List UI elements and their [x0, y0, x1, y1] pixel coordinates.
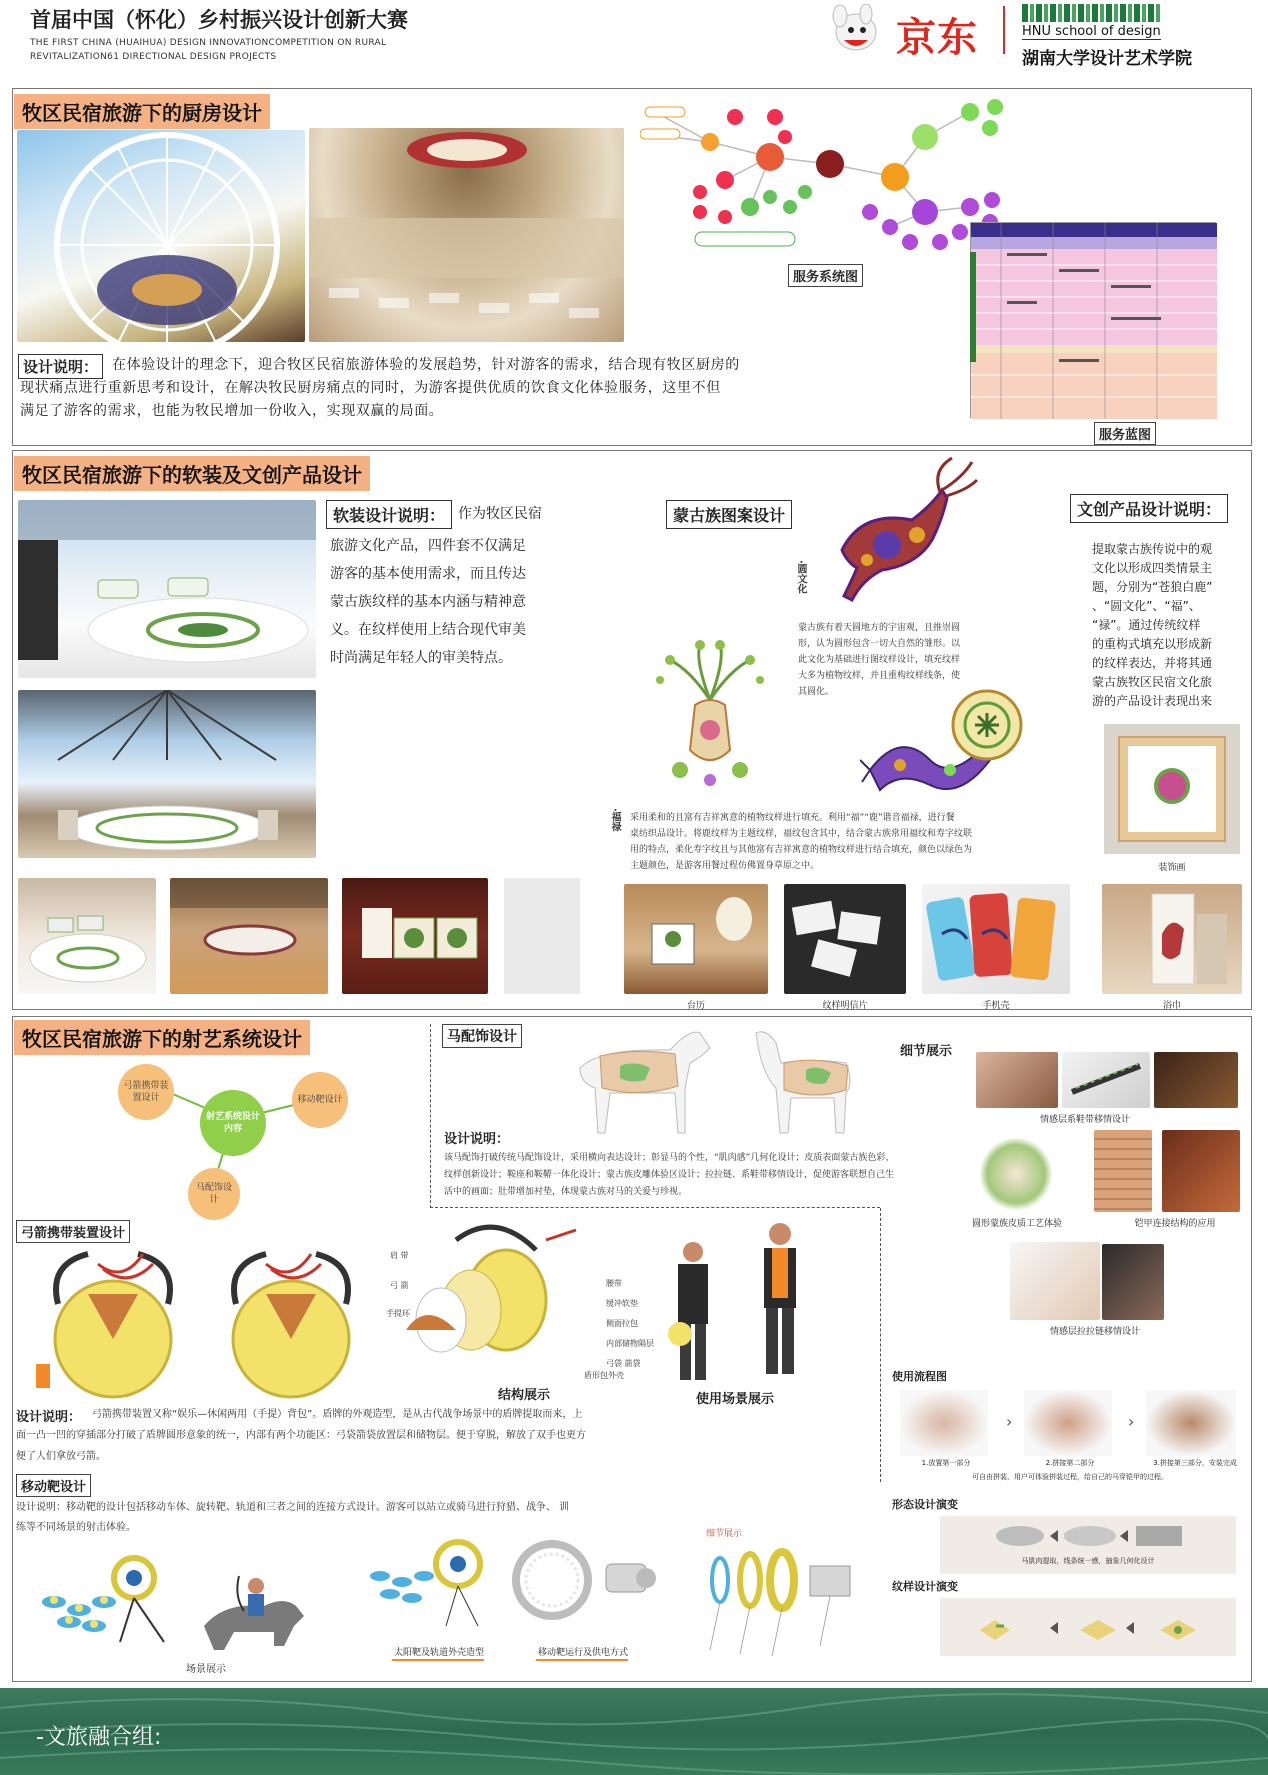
service-blueprint-label: 服务蓝图: [1094, 422, 1156, 445]
annot-bow: 弓 箭: [390, 1281, 409, 1290]
kitchen-section-title: 牧区民宿旅游下的厨房设计: [14, 94, 270, 129]
kitchen-desc-line2: 现状痛点进行重新思考和设计，在解决牧民厨房痛点的同时，为游客提供优质的饮食文化体验服务，这里不但: [20, 380, 721, 396]
usage-flow-label: 使用流程图: [892, 1370, 947, 1383]
horse-with-gear-1: [560, 1018, 720, 1140]
usage-scene-label: 使用场景展示: [696, 1392, 775, 1407]
bow-desc-line2: 面一凸一凹的穿插部分打破了盾牌圆形意象的统一，内部有两个功能区：弓袋箭袋放置层和储物层。便于穿脱，解放了双手也更方: [16, 1430, 586, 1441]
detail-leather-circle: [980, 1136, 1052, 1212]
archery-section-title: 牧区民宿旅游下的射艺系统设计: [14, 1020, 310, 1055]
target-detail-exploded: [700, 1540, 880, 1666]
form-evolution-label: 形态设计演变: [892, 1498, 958, 1511]
blueprint-side-bar-green: [970, 252, 976, 362]
detail-armor-scales: [1094, 1130, 1152, 1212]
frame-motif-icon: [1154, 768, 1190, 804]
annot-waist: 腰带: [606, 1279, 622, 1288]
detail-caption-1: 情感层系鞋带移情设计: [1039, 1115, 1130, 1125]
footer-group-label: -文旅融合组:: [36, 1725, 162, 1750]
horse-desc-line1: 该马配饰打破传统马配饰设计，采用横向表达设计；彰显马的个性，“肌肉感”几何化设计；皮质表面蒙古族色彩、: [444, 1153, 895, 1163]
detail-photo-lacing-1: [976, 1052, 1058, 1108]
target-desc-line2: 练等不同场景的射击体验。: [16, 1522, 136, 1533]
horse-desc-line3: 活中的画面；肚带增加衬垫，体现蒙古族对马的关爱与珍视。: [444, 1187, 688, 1197]
target-caption-1: 太阳靶及轨道外壳造型: [394, 1648, 485, 1658]
bow-carrier-label: 弓箭携带装置设计: [16, 1220, 130, 1243]
bedroom-photo: [18, 500, 316, 678]
target-caption-2: 移动靶运行及供电方式: [538, 1648, 629, 1658]
circle-culture-title: ·圆文化: [795, 560, 806, 594]
annot-side: 侧面拉包: [606, 1319, 638, 1328]
circle-culture-line5: 其圆化。: [798, 687, 835, 697]
flow-step3-caption: 3.拼接第三部分，安装完成: [1153, 1459, 1237, 1467]
bow-carrier-back-1: [28, 1244, 198, 1400]
decorative-frame-photo: [1104, 724, 1240, 854]
bow-desc-line3: 便了人们拿放弓箭。: [16, 1451, 106, 1462]
target-shell-graphic: [362, 1534, 492, 1634]
target-cap2-underline: [536, 1659, 628, 1661]
annot-quiver: 弓袋 箭袋: [606, 1359, 641, 1368]
bow-carrier-exploded-view: [396, 1220, 596, 1380]
kitchen-desc-label: 设计说明：: [18, 354, 103, 379]
annot-handle: 手提环: [386, 1309, 410, 1318]
texture-evolution-strip: [940, 1598, 1236, 1656]
detail-caption-3: 铠甲连接结构的应用: [1134, 1219, 1216, 1229]
page-header: [0, 0, 1268, 80]
cc-line7: 的纹样表达，并将其通: [1092, 656, 1213, 670]
hnu-school-cn: 湖南大学设计艺术学院: [1022, 49, 1192, 69]
hnu-school-name: HNU school of design: [1022, 24, 1161, 39]
archery-center-node: 射艺系统设计内容: [200, 1090, 266, 1156]
service-system-mindmap: [640, 92, 1020, 262]
kitchen-desc-line3: 满足了游客的需求，也能为牧民增加一份收入，实现双赢的局面。: [20, 403, 444, 419]
target-scene-graphic: [34, 1546, 344, 1662]
target-scene-caption: 场景展示: [186, 1664, 226, 1675]
cc-line1: 提取蒙古族传说中的观: [1092, 542, 1213, 556]
annot-shell: 盾形包外壳: [584, 1371, 624, 1380]
soft-desc-line3: 游客的基本使用需求，而且传达: [330, 566, 526, 582]
page-title: 首届中国（怀化）乡村振兴设计创新大赛: [30, 8, 408, 32]
archery-node-horse: 马配饰设计: [188, 1168, 240, 1220]
frame-caption: 装饰画: [1158, 863, 1186, 873]
cc-line3: 题，分别为“苍狼白鹿”: [1092, 580, 1213, 594]
fulu-line2: 桌纺织品设计。将鹿纹样为主题纹样，福纹包含其中，结合蒙古族常用福纹和寿字纹联: [630, 829, 973, 839]
yurt-interior-photo: [309, 128, 624, 342]
detail-caption-2: 圆形蒙族皮质工艺体验: [971, 1219, 1062, 1229]
detail-photo-lacing-3: [1154, 1052, 1238, 1108]
bath-towel-photo: [1102, 884, 1242, 994]
pillows-sofa-photo: [342, 878, 488, 994]
cc-line2: 文化以形成四类情景主: [1092, 561, 1213, 575]
cc-line6: 的重构式填充以形成新: [1092, 637, 1213, 651]
flow-arrow-1: ›: [1006, 1412, 1013, 1431]
service-blueprint-table: [970, 222, 1216, 418]
jd-mascot-icon: [826, 4, 884, 56]
form-evolution-caption: 马肌肉提取，线条统一感，抽象几何化设计: [1021, 1557, 1155, 1565]
softdeco-section-title: 牧区民宿旅游下的软装及文创产品设计: [14, 456, 370, 491]
fulu-title: ·福禄: [609, 808, 620, 832]
detail-armor-photo: [1162, 1130, 1240, 1212]
round-bed-photo-2: [170, 878, 328, 994]
target-cap1-underline: [392, 1659, 484, 1661]
flow-step2-photo: [1024, 1390, 1112, 1456]
horse-gear-label: 马配饰设计: [442, 1024, 522, 1048]
green-deer-motif: [640, 640, 780, 790]
circle-culture-line4: 大多为植物纹样，并且重构纹样线条，使: [798, 671, 961, 681]
soft-desc-line5: 义。在纹样使用上结合现代审美: [330, 622, 526, 638]
yurt-skylight-photo: [17, 130, 305, 342]
postcard-photo: [784, 884, 906, 994]
detail-zipper-1: [1010, 1242, 1100, 1320]
soft-desc-label: 软装设计说明：: [326, 500, 452, 529]
footer-band: [0, 1688, 1268, 1775]
horse-with-gear-2: [736, 1018, 866, 1140]
detail-photo-lacing-2: [1062, 1052, 1150, 1108]
structure-label: 结构展示: [498, 1388, 551, 1403]
soft-desc-line2: 旅游文化产品，四件套不仅满足: [330, 538, 526, 554]
circle-culture-line2: 形，认为圆形包含一切大自然的雏形。以: [798, 639, 961, 649]
flow-step1-photo: [900, 1390, 988, 1456]
pattern-design-label: 蒙古族图案设计: [666, 500, 792, 529]
scene-person-2: [750, 1218, 810, 1378]
flow-step2-caption: 2.拼接第二部分: [1045, 1459, 1095, 1467]
page-subtitle-2: REVITALIZATION61 DIRECTIONAL DESIGN PROJECTS: [30, 52, 277, 62]
round-bed-photo-1: [18, 878, 156, 994]
calendar-caption: 台历: [686, 1001, 705, 1011]
jd-logo-text: 京东: [896, 15, 978, 61]
cc-line4: 、“圆文化”、“福”、: [1092, 599, 1201, 613]
fulu-line4: 主题颜色，是游客用餐过程仿佛置身草原之中。: [630, 861, 820, 871]
cc-line8: 蒙古族牧区民宿文化旅: [1092, 675, 1213, 689]
annot-buffer: 缓冲软垫: [606, 1299, 638, 1308]
page-subtitle-1: THE FIRST CHINA (HUAIHUA) DESIGN INNOVATIONCOMPETITION ON RURAL: [30, 38, 387, 48]
archery-node-target: 移动靶设计: [292, 1072, 348, 1128]
hnu-pixel-bar: [1022, 4, 1162, 22]
logo-divider: [1003, 6, 1005, 54]
dining-photo: [18, 690, 316, 858]
deer-pattern-graphic: [822, 450, 982, 610]
flow-step3-photo: [1146, 1390, 1236, 1456]
detail-zipper-2: [1102, 1244, 1164, 1320]
soft-desc-line6: 时尚满足年轻人的审美特点。: [330, 650, 512, 666]
moving-target-label: 移动靶设计: [16, 1474, 91, 1497]
soft-desc-line4: 蒙古族纹样的基本内涵与精神意: [330, 594, 526, 610]
desk-calendar-photo: [624, 884, 768, 994]
bow-desc-label: 设计说明：: [16, 1410, 82, 1425]
target-desc-line1: 设计说明：移动靶的设计包括移动车体、旋转靶、轨道和三者之间的连接方式设计。游客可以站立或骑马进行狩猎、战争、 训: [16, 1502, 570, 1513]
cc-line5: “禄”。通过传统纹样: [1092, 618, 1201, 632]
service-system-label: 服务系统图: [788, 264, 863, 287]
product-note-card: [504, 878, 580, 994]
horse-desc-label: 设计说明：: [444, 1132, 510, 1147]
fulu-line3: 用的特点，柔化寿字纹且与其他富有吉祥寓意的植物纹样进行结合填充，颜色以绿色为: [630, 845, 973, 855]
phone-case-photo: [922, 884, 1070, 994]
circle-culture-line3: 此文化为基础进行图纹样设计，填充纹样: [798, 655, 961, 665]
gold-medallion-motif: [950, 688, 1024, 762]
towel-caption: 浴巾: [1162, 1001, 1181, 1011]
target-detail-label: 细节展示: [706, 1529, 743, 1539]
annot-inner: 内部储物隔层: [606, 1339, 654, 1348]
circle-culture-line1: 蒙古族有着天圆地方的宇宙观，且推崇圆: [798, 623, 961, 633]
flow-step1-caption: 1.放置第一部分: [921, 1459, 971, 1467]
kitchen-desc-line1: 在体验设计的理念下，迎合牧区民宿旅游体验的发展趋势，针对游客的需求，结合现有牧区厨房的: [112, 357, 740, 373]
postcard-caption: 纹样明信片: [822, 1001, 868, 1011]
target-track-graphic: [512, 1530, 662, 1634]
soft-desc-line1: 作为牧区民宿: [458, 506, 542, 522]
cultural-creative-label: 文创产品设计说明：: [1070, 494, 1228, 523]
fulu-line1: 采用柔和的且富有吉祥寓意的植物纹样进行填充。利用“福”“鹿”谐音福禄，进行餐: [630, 813, 955, 823]
phone-caption: 手机壳: [982, 1001, 1010, 1011]
horse-desc-line2: 纹样创新设计；鞍座和鞍鞯一体化设计；蒙古族皮雕体验区设计；拉拉链、系鞋带移情设计，促使游客联想自己生: [444, 1170, 895, 1180]
scene-person-1: [666, 1238, 720, 1384]
texture-evolution-label: 纹样设计演变: [892, 1580, 958, 1593]
cc-line9: 游的产品设计表现出来: [1092, 694, 1213, 708]
bow-carrier-back-2: [206, 1244, 376, 1400]
middle-dashed-frame: [880, 1208, 881, 1482]
detail-caption-4: 情感层拉拉链移情设计: [1049, 1327, 1140, 1337]
archery-node-bow: 弓箭携带装置设计: [118, 1064, 174, 1120]
annot-shoulder: 肩 带: [390, 1251, 409, 1260]
detail-label: 细节展示: [900, 1044, 953, 1059]
bow-desc-line1: 弓箭携带装置又称“娱乐—休闲两用（手提）背包”。盾牌的外观造型，是从古代战争场景中的盾牌提取而来，上: [92, 1409, 583, 1420]
flow-arrow-2: ›: [1128, 1412, 1135, 1431]
flow-note: 可自由拼装，用户可体验拼装过程，给自己的马穿铠甲的过程。: [972, 1473, 1168, 1481]
